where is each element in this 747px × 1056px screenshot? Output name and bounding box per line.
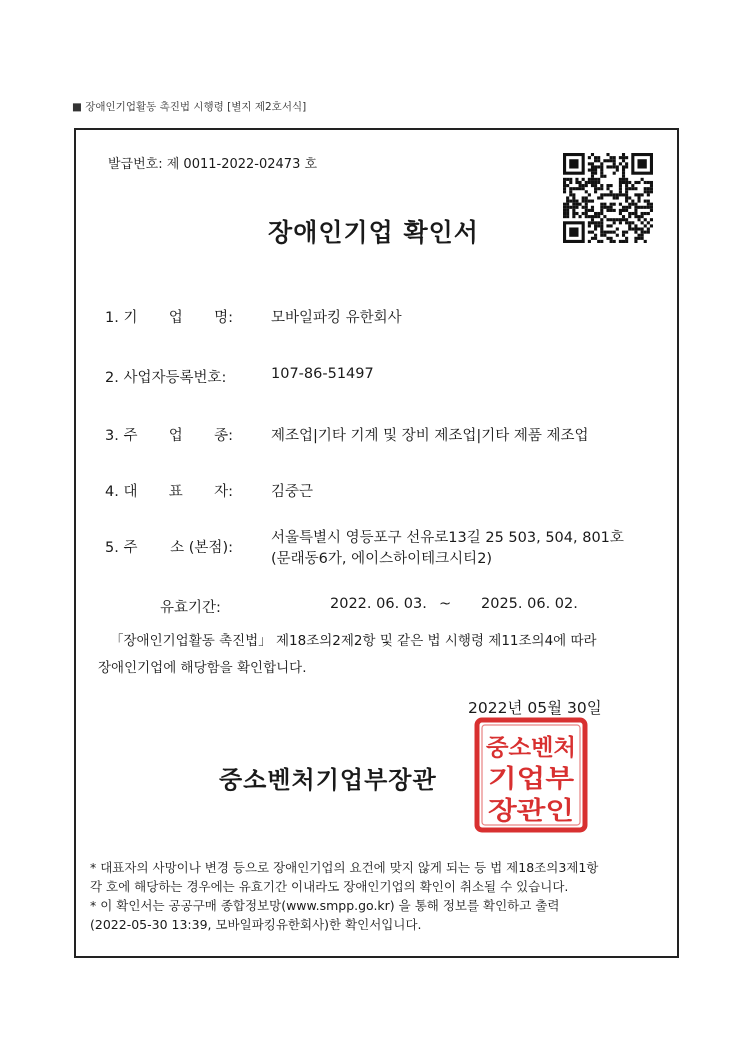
row-value-company: 모바일파킹 유한회사 xyxy=(271,310,402,326)
row-label-company: 1. 기 업 명: xyxy=(105,310,233,326)
note-line-3: * 이 확인서는 공공구매 종합정보망(www.smpp.go.kr) 을 통해 정보를 확인하고 출력 xyxy=(90,898,560,913)
validity-label: 유효기간: xyxy=(160,600,221,616)
row-value-industry: 제조업|기타 기계 및 장비 제조업|기타 제품 제조업 xyxy=(271,428,589,444)
row-label-address: 5. 주 소 (본점): xyxy=(105,540,233,556)
seal-line-3: 장관인 xyxy=(488,796,574,825)
row-value-representative: 김중근 xyxy=(271,484,314,500)
seal-line-1: 중소벤처 xyxy=(486,735,575,761)
row-label-representative: 4. 대 표 자: xyxy=(105,484,233,500)
basis-text-line1: 「장애인기업활동 촉진법」 제18조의2제2항 및 같은 법 시행령 제11조의4에 따라 xyxy=(110,633,597,649)
row-value-address: 서울특별시 영등포구 선유로13길 25 503, 504, 801호 xyxy=(271,530,624,546)
row-value-bizno: 107-86-51497 xyxy=(271,366,374,382)
basis-text-line2: 장애인기업에 해당함을 확인합니다. xyxy=(98,660,307,676)
seal-line-2: 기업부 xyxy=(488,764,576,793)
validity-end: 2025. 06. 02. xyxy=(481,596,578,612)
issue-date: 2022년 05월 30일 xyxy=(468,699,602,717)
note-line-4: (2022-05-30 13:39, 모바일파킹유한회사)한 확인서입니다. xyxy=(90,917,422,932)
row-label-industry: 3. 주 업 종: xyxy=(105,428,233,444)
row-label-bizno: 2. 사업자등록번호: xyxy=(105,370,227,386)
document-title: 장애인기업 확인서 xyxy=(268,218,479,247)
row-value-address-line2: (문래동6가, 에이스하이테크시티2) xyxy=(271,551,493,567)
issuer-name: 중소벤처기업부장관 xyxy=(219,766,437,794)
issue-number: 발급번호: 제 0011-2022-02473 호 xyxy=(108,157,318,172)
validity-tilde: ~ xyxy=(439,596,452,612)
official-seal-icon xyxy=(474,717,588,833)
note-line-2: 각 호에 해당하는 경우에는 유효기간 이내라도 장애인기업의 확인이 취소될 수 있습니다. xyxy=(90,879,569,894)
note-line-1: * 대표자의 사망이나 변경 등으로 장애인기업의 요건에 맞지 않게 되는 등 법 제18조의3제1항 xyxy=(90,860,599,875)
validity-start: 2022. 06. 03. xyxy=(330,596,427,612)
form-note: ■ 장애인기업활동 촉진법 시행령 [별지 제2호서식] xyxy=(72,101,307,113)
